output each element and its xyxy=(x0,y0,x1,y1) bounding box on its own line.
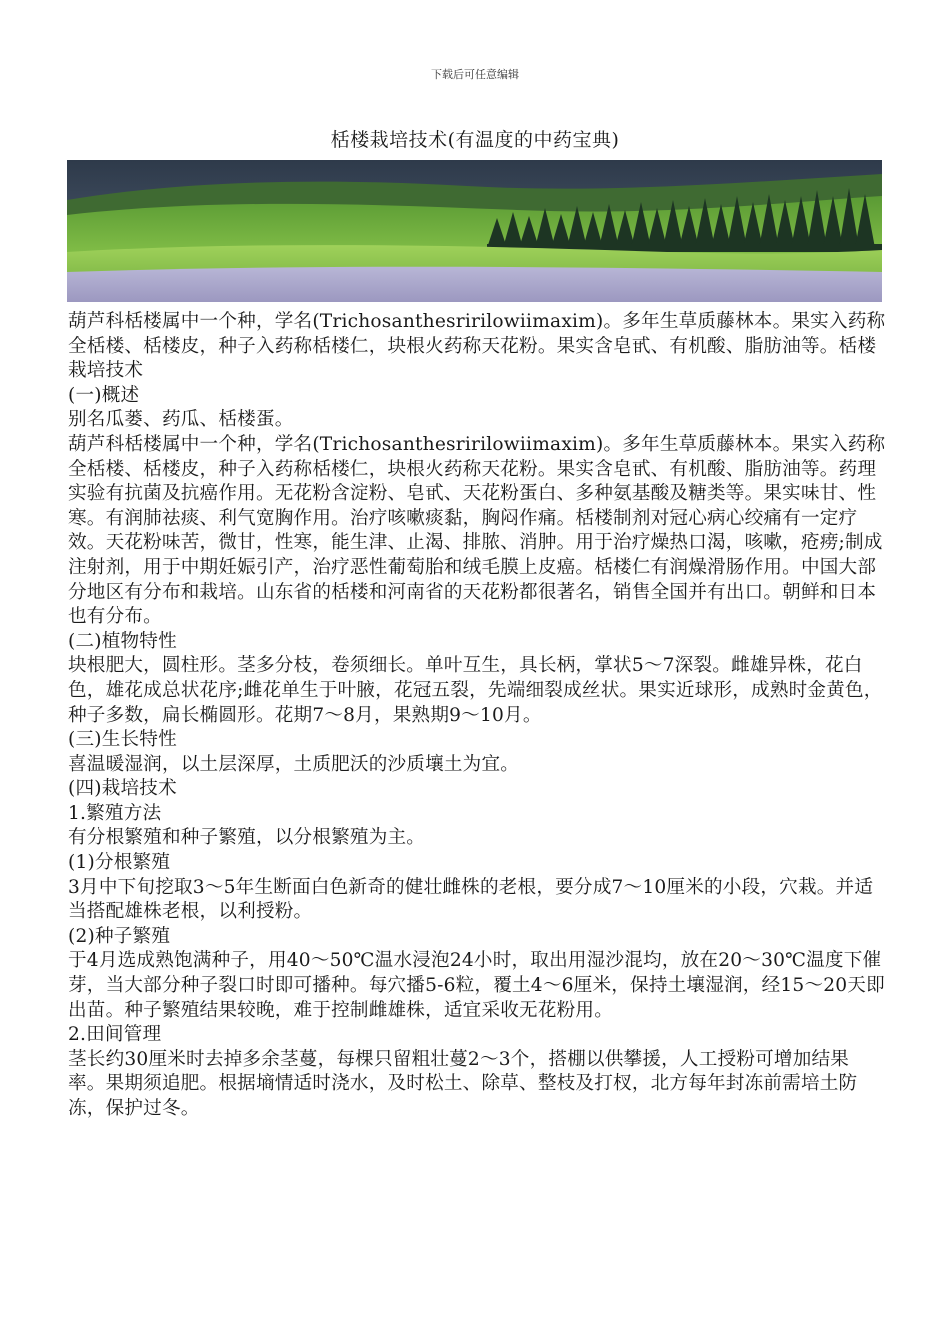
subsection-heading: (1)分根繁殖 xyxy=(68,852,171,874)
subsection-heading: 2.田间管理 xyxy=(68,1024,162,1046)
section-heading: (一)概述 xyxy=(68,384,140,406)
paragraph: 葫芦科栝楼属中一个种，学名(Trichosanthesririlowiimaxim)。多年生草质藤林本。果实入药称全栝楼、栝楼皮，种子入药称栝楼仁，块根火药称天花粉。果实含皂甙、有机酸、脂肪油等。药理实验有抗菌及抗癌作用。无花粉含淀粉、皂甙、天花粉蛋白、多种氨基酸及糖类等。果实味甘、性寒。有润肺祛痰、利气宽胸作用。治疗咳嗽痰黏，胸闷作痛。栝楼制剂对冠心病心绞痛有一定疗效。天花粉味苦，微甘，性寒，能生津、止渴、排脓、消肿。用于治疗燥热口渴，咳嗽，疮痨;制成注射剂，用于中期妊娠引产，治疗恶性葡萄胎和绒毛膜上皮癌。栝楼仁有润燥滑肠作用。中国大部分地区有分布和栽培。山东省的栝楼和河南省的天花粉都很著名，销售全国并有出口。朝鲜和日本也有分布。 xyxy=(68,433,886,628)
paragraph: 别名瓜蒌、药瓜、栝楼蛋。 xyxy=(68,409,294,431)
subsection-heading: (2)种子繁殖 xyxy=(68,925,171,947)
paragraph: 块根肥大，圆柱形。茎多分枝，卷须细长。单叶互生，具长柄，掌状5～7深裂。雌雄异株，花白色，雄花成总状花序;雌花单生于叶腋，花冠五裂，先端细裂成丝状。果实近球形，成熟时金黄色，种子多数，扁长椭圆形。花期7～8月，果熟期9～10月。 xyxy=(68,655,883,726)
section-heading: (二)植物特性 xyxy=(68,630,177,652)
subsection-heading: 1.繁殖方法 xyxy=(68,802,162,824)
paragraph: 有分根繁殖和种子繁殖，以分根繁殖为主。 xyxy=(68,827,426,849)
intro-paragraph: 葫芦科栝楼属中一个种，学名(Trichosanthesririlowiimaxim)。多年生草质藤林本。果实入药称全栝楼、栝楼皮，种子入药称栝楼仁，块根火药称天花粉。果实含皂甙、有机酸、脂肪油等。栝楼栽培技术 xyxy=(68,311,886,382)
header-note: 下载后可任意编辑 xyxy=(431,68,519,81)
section-heading: (四)栽培技术 xyxy=(68,778,177,800)
paragraph: 喜温暖湿润，以土层深厚，土质肥沃的沙质壤土为宜。 xyxy=(68,753,520,775)
document-title: 栝楼栽培技术(有温度的中药宝典) xyxy=(330,129,620,151)
section-heading: (三)生长特性 xyxy=(68,729,177,751)
banner-image xyxy=(67,160,882,302)
paragraph: 3月中下旬挖取3～5年生断面白色新奇的健壮雌株的老根，要分成7～10厘米的小段，穴栽。并适当搭配雄株老根，以利授粉。 xyxy=(68,876,874,923)
paragraph: 于4月选成熟饱满种子，用40～50℃温水浸泡24小时，取出用湿沙混均，放在20～30℃温度下催芽，当大部分种子裂口时即可播种。每穴播5-6粒，覆土4～6厘米，保持土壤湿润，经15～20天即出苗。种子繁殖结果较晚，难于控制雌雄株，适宜采收无花粉用。 xyxy=(68,950,885,1021)
paragraph: 茎长约30厘米时去掉多余茎蔓，每棵只留粗壮蔓2～3个，搭棚以供攀援，人工授粉可增加结果率。果期须追肥。根据墒情适时浇水，及时松土、除草、整枝及打杈，北方每年封冻前需培土防冻，保护过冬。 xyxy=(68,1048,858,1119)
body-text xyxy=(68,310,886,1122)
